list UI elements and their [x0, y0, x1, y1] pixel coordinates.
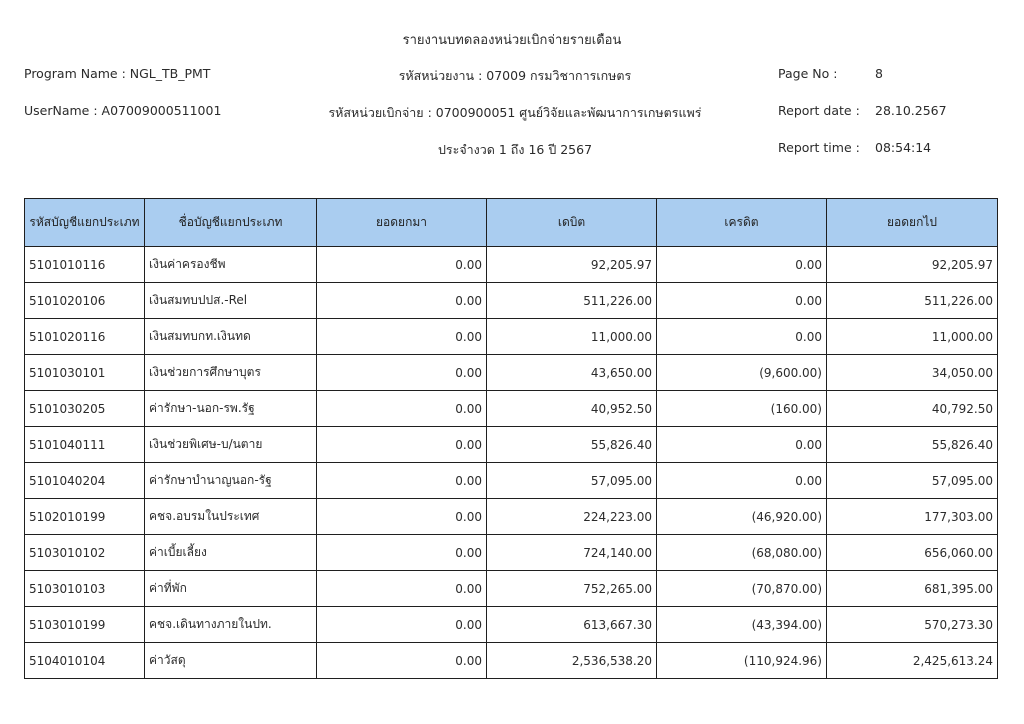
- table-row: [25, 535, 998, 571]
- closing-balance-cell: 55,826.40: [827, 427, 998, 463]
- debit-cell: 2,536,538.20: [487, 643, 657, 679]
- credit-cell: (43,394.00): [657, 607, 827, 643]
- table-header-row: [25, 199, 998, 247]
- table-row: [25, 643, 998, 679]
- opening-balance-cell: 0.00: [317, 535, 487, 571]
- closing-balance-cell: 40,792.50: [827, 391, 998, 427]
- debit-cell: 55,826.40: [487, 427, 657, 463]
- table-row: [25, 607, 998, 643]
- account-code-cell: 5103010199: [25, 607, 145, 643]
- opening-balance-cell: 0.00: [317, 463, 487, 499]
- ledger-table: [24, 198, 998, 679]
- account-name-cell: ค่าวัสดุ: [145, 643, 317, 679]
- opening-balance-cell: 0.00: [317, 427, 487, 463]
- account-code-cell: 5102010199: [25, 499, 145, 535]
- closing-balance-cell: 11,000.00: [827, 319, 998, 355]
- credit-cell: (9,600.00): [657, 355, 827, 391]
- debit-cell: 92,205.97: [487, 247, 657, 283]
- credit-cell: (160.00): [657, 391, 827, 427]
- account-name-cell: เงินสมทบปปส.-Rel: [145, 283, 317, 319]
- account-code-cell: 5101030101: [25, 355, 145, 391]
- account-code-cell: 5103010103: [25, 571, 145, 607]
- table-row: [25, 391, 998, 427]
- closing-balance-cell: 511,226.00: [827, 283, 998, 319]
- credit-cell: (70,870.00): [657, 571, 827, 607]
- debit-cell: 40,952.50: [487, 391, 657, 427]
- table-row: [25, 247, 998, 283]
- closing-balance-cell: 57,095.00: [827, 463, 998, 499]
- closing-balance-cell: 656,060.00: [827, 535, 998, 571]
- table-row: [25, 319, 998, 355]
- opening-balance-cell: 0.00: [317, 319, 487, 355]
- account-code-cell: 5103010102: [25, 535, 145, 571]
- agency-code: รหัสหน่วยงาน : 07009 กรมวิชาการเกษตร: [398, 68, 632, 83]
- report-title: รายงานบทดลองหน่วยเบิกจ่ายรายเดือน: [402, 33, 622, 48]
- table-row: [25, 355, 998, 391]
- debit-cell: 752,265.00: [487, 571, 657, 607]
- closing-balance-cell: 34,050.00: [827, 355, 998, 391]
- account-name-cell: เงินสมทบกท.เงินทด: [145, 319, 317, 355]
- account-code-cell: 5104010104: [25, 643, 145, 679]
- user-name: UserName : A07009000511001: [24, 103, 222, 118]
- credit-cell: (68,080.00): [657, 535, 827, 571]
- account-code-cell: 5101040111: [25, 427, 145, 463]
- page-number-label: Page No :: [778, 66, 838, 81]
- opening-balance-cell: 0.00: [317, 247, 487, 283]
- credit-cell: (46,920.00): [657, 499, 827, 535]
- opening-balance-cell: 0.00: [317, 643, 487, 679]
- disbursement-unit: รหัสหน่วยเบิกจ่าย : 0700900051 ศูนย์วิจัยและพัฒนาการเกษตรแพร่: [328, 105, 702, 120]
- account-code-cell: 5101010116: [25, 247, 145, 283]
- closing-balance-cell: 92,205.97: [827, 247, 998, 283]
- account-name-cell: คชจ.เดินทางภายในปท.: [145, 607, 317, 643]
- report-time-label: Report time :: [778, 140, 860, 155]
- report-time-value: 08:54:14: [875, 140, 932, 155]
- table-row: [25, 499, 998, 535]
- credit-cell: (110,924.96): [657, 643, 827, 679]
- table-row: [25, 283, 998, 319]
- page-number-value: 8: [875, 66, 883, 81]
- account-name-cell: ค่าเบี้ยเลี้ยง: [145, 535, 317, 571]
- debit-cell: 724,140.00: [487, 535, 657, 571]
- account-code-cell: 5101030205: [25, 391, 145, 427]
- account-name-cell: เงินค่าครองชีพ: [145, 247, 317, 283]
- closing-balance-cell: 681,395.00: [827, 571, 998, 607]
- opening-balance-cell: 0.00: [317, 283, 487, 319]
- opening-balance-cell: 0.00: [317, 391, 487, 427]
- table-row: [25, 427, 998, 463]
- report-date-value: 28.10.2567: [875, 103, 947, 118]
- credit-cell: 0.00: [657, 247, 827, 283]
- account-name-cell: เงินช่วยการศึกษาบุตร: [145, 355, 317, 391]
- credit-cell: 0.00: [657, 283, 827, 319]
- opening-balance-cell: 0.00: [317, 499, 487, 535]
- account-name-cell: เงินช่วยพิเศษ-บ/นตาย: [145, 427, 317, 463]
- header-account-code: รหัสบัญชีแยกประเภท: [25, 199, 145, 247]
- credit-cell: 0.00: [657, 319, 827, 355]
- debit-cell: 613,667.30: [487, 607, 657, 643]
- opening-balance-cell: 0.00: [317, 355, 487, 391]
- closing-balance-cell: 177,303.00: [827, 499, 998, 535]
- debit-cell: 43,650.00: [487, 355, 657, 391]
- account-name-cell: ค่ารักษา-นอก-รพ.รัฐ: [145, 391, 317, 427]
- debit-cell: 224,223.00: [487, 499, 657, 535]
- header-closing-balance: ยอดยกไป: [827, 199, 998, 247]
- header-account-name: ชื่อบัญชีแยกประเภท: [145, 199, 317, 247]
- debit-cell: 511,226.00: [487, 283, 657, 319]
- account-code-cell: 5101020116: [25, 319, 145, 355]
- report-date-label: Report date :: [778, 103, 860, 118]
- report-period: ประจำงวด 1 ถึง 16 ปี 2567: [437, 142, 593, 157]
- closing-balance-cell: 570,273.30: [827, 607, 998, 643]
- debit-cell: 11,000.00: [487, 319, 657, 355]
- debit-cell: 57,095.00: [487, 463, 657, 499]
- opening-balance-cell: 0.00: [317, 571, 487, 607]
- opening-balance-cell: 0.00: [317, 607, 487, 643]
- program-name: Program Name : NGL_TB_PMT: [24, 66, 211, 81]
- account-name-cell: คชจ.อบรมในประเทศ: [145, 499, 317, 535]
- closing-balance-cell: 2,425,613.24: [827, 643, 998, 679]
- table-row: [25, 463, 998, 499]
- header-debit: เดบิต: [487, 199, 657, 247]
- table-row: [25, 571, 998, 607]
- account-code-cell: 5101020106: [25, 283, 145, 319]
- credit-cell: 0.00: [657, 427, 827, 463]
- account-name-cell: ค่ารักษาบำนาญนอก-รัฐ: [145, 463, 317, 499]
- account-name-cell: ค่าที่พัก: [145, 571, 317, 607]
- header-credit: เครดิต: [657, 199, 827, 247]
- header-opening-balance: ยอดยกมา: [317, 199, 487, 247]
- credit-cell: 0.00: [657, 463, 827, 499]
- account-code-cell: 5101040204: [25, 463, 145, 499]
